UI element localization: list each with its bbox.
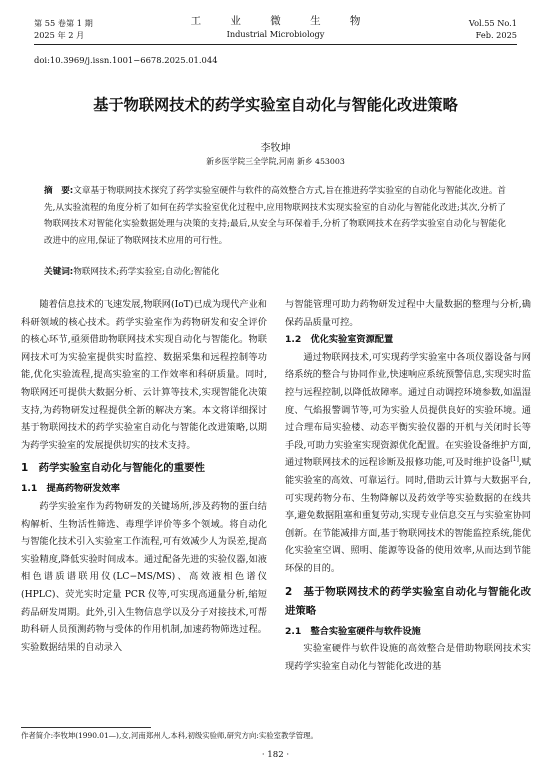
section-1-1-heading: 1.1 提高药物研发效率 xyxy=(21,483,120,495)
section-1-1-paragraph: 药学实验室作为药物研发的关键场所,涉及药物的蛋白结构解析、生物活性筛选、毒理学评价等多个领域。将自动化与智能化技术引入实验室工作流程,可有效减少人为误差,提高实验精度,降低实验时间成本。通过配备先进的实验仪器,如液相色谱质谱联用仪(LC−MS/MS)、高效液相色谱仪(HPLC)、荧光实时定量 PCR 仪等,可实现高通量分析,缩短药品研发周期。此外,引入生物信息学以及分子对接技术,可帮助科研人员预测药物与受体的作用机制,加速药物筛选过程。实验数据结果的自动录入 xyxy=(21,500,267,653)
author-footnote: 作者简介:李牧坤(1990.01—),女,河南郑州人,本科,初级实验师,研究方向:实验室教学管理。 xyxy=(21,731,318,740)
header-volume-en: Vol.55 No.1 xyxy=(468,18,517,28)
section-1-1-continuation: 与智能管理可助力药物研发过程中大量数据的整理与分析,确保药品质量可控。 xyxy=(285,299,531,328)
section-1-2-paragraph xyxy=(285,349,531,578)
section-1-2-text-a: 通过物联网技术,可实现药学实验室中各项仪器设备与网络系统的整合与协同作业,快速响应系统预警信息,实现实时监控与远程控制,以降低故障率。通过自动调控环境参数,如温湿度、气焰报警调节等,可为实验人员提供良好的实验环境。通过合理布局实验楼、动态平衡实验仪器的开机与关闭时长等手段,可助力实验室实现资源优化配置。在实验设备维护方面,通过物联网技术的远程诊断及报修功能,可及时维护设备 xyxy=(285,351,531,469)
header-volume-cn: 第 55 卷第 1 期 xyxy=(34,18,93,28)
page-number: · 182 · xyxy=(261,750,290,760)
paper-title: 基于物联网技术的药学实验室自动化与智能化改进策略 xyxy=(93,96,458,114)
header-date-en: Feb. 2025 xyxy=(475,30,517,40)
footnote-rule xyxy=(21,727,151,728)
section-2-1-paragraph: 实验室硬件与软件设施的高效整合是借助物联网技术实现药学实验室自动化与智能化改进的基 xyxy=(285,643,531,672)
abstract-text: 文章基于物联网技术探究了药学实验室硬件与软件的高效整合方式,旨在推进药学实验室的自动化与智能化改进。首先,从实验流程的角度分析了如何在药学实验室优化过程中,应用物联网技术实现实验室的自动化与智能化改进;其次,分析了物联网技术对智能化实验数据处理与决策的支持;最后,从安全与环保着手,分析了物联网技术在药学实验室自动化与智能化改进中的应用,保证了物联网技术应用的可行性。 xyxy=(44,186,507,246)
right-column xyxy=(285,296,531,675)
abstract-label: 摘 要: xyxy=(44,186,74,196)
left-column xyxy=(21,296,267,656)
header-journal-cn: 工 业 微 生 物 xyxy=(190,15,374,27)
section-2-heading: 2 基于物联网技术的药学实验室自动化与智能化改进策略 xyxy=(285,585,531,617)
author-affiliation: 新乡医学院三全学院,河南 新乡 453003 xyxy=(206,157,345,166)
abstract xyxy=(44,183,506,249)
doi-line: doi:10.3969/j.issn.1001−6678.2025.01.044 xyxy=(34,55,218,65)
keywords-text: 物联网技术;药学实验室;自动化;智能化 xyxy=(73,267,220,277)
section-1-2-heading: 1.2 优化实验室资源配置 xyxy=(285,334,394,346)
author-name: 李牧坤 xyxy=(260,143,291,154)
intro-paragraph: 随着信息技术的飞速发展,物联网(IoT)已成为现代产业和科研领域的核心技术。药学实验室作为药物研发和安全评价的核心环节,亟须借助物联网技术实现自动化与智能化。物联网技术可为实验室提供实时监控、数据采集和远程控制等功能,优化实验流程,提高实验室的工作效率和科研质量。同时,物联网还可提供大数据分析、云计算等技术,实现智能化决策支持,为药物研发过程提供全新的解决方案。本文将详细探讨基于物联网技术的药学实验室自动化与智能化改进策略,以期为药学实验室的发展提供切实的技术支持。 xyxy=(21,299,267,451)
keywords-label: 关键词: xyxy=(44,267,74,277)
header-journal-en: Industrial Microbiology xyxy=(226,29,325,39)
header-rule xyxy=(34,44,517,45)
header-date-cn: 2025 年 2 月 xyxy=(34,30,85,40)
section-1-heading: 1 药学实验室自动化与智能化的重要性 xyxy=(21,462,205,475)
header-volume-en-block xyxy=(469,17,517,41)
section-2-1-heading: 2.1 整合实验室硬件与软件设施 xyxy=(285,625,421,637)
citation-ref: [1] xyxy=(510,456,519,464)
section-1-2-text-b: ,赋能实验室的高效、可靠运行。同时,借助云计算与大数据平台,可实现药物分布、生物降解以及药效学等实验数据的在线共享,避免数据阻塞和重复劳动,实现专业信息交互与实验室协同创新。在节能减排方面,基于物联网技术的智能监控系统,能优化实验室空调、照明、能源等设备的使用效率,从而达到节能环保的目的。 xyxy=(285,457,531,574)
keywords xyxy=(44,265,506,280)
